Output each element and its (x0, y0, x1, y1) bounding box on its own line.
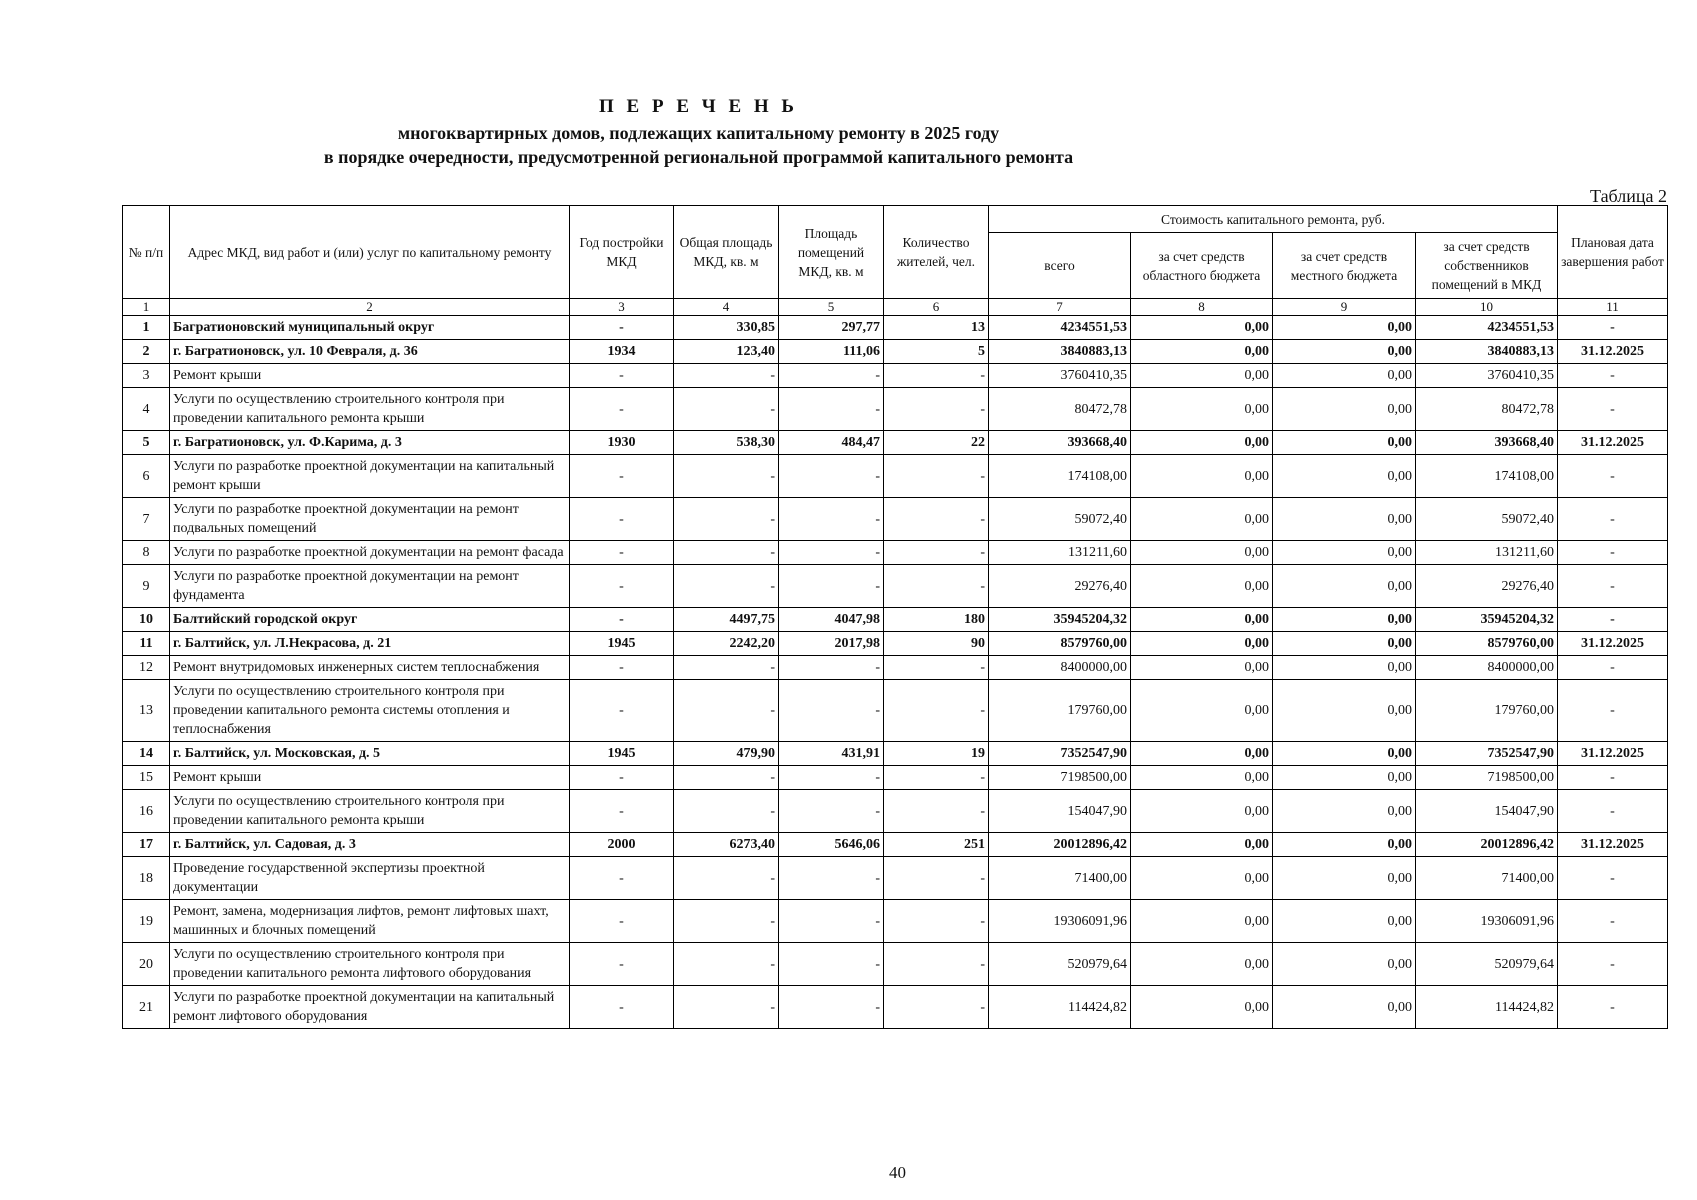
cell-cost-owners: 8400000,00 (1416, 656, 1558, 680)
cell-year: 2000 (570, 833, 674, 857)
cell-planned-date: - (1558, 541, 1668, 565)
cell-address: Услуги по разработке проектной документации на капитальный ремонт крыши (170, 455, 570, 498)
cell-cost-local: 0,00 (1273, 340, 1416, 364)
cell-planned-date: - (1558, 656, 1668, 680)
cell-cost-local: 0,00 (1273, 455, 1416, 498)
header-year: Год постройки МКД (570, 206, 674, 299)
cell-residents: - (884, 364, 989, 388)
table-row (123, 608, 1668, 632)
cell-year: - (570, 364, 674, 388)
cell-cost-local: 0,00 (1273, 656, 1416, 680)
cell-residents: - (884, 790, 989, 833)
cell-num: 12 (123, 656, 170, 680)
cell-total-area: - (674, 680, 779, 742)
document-title: П Е Р Е Ч Е Н Ь (599, 96, 798, 117)
cell-address: г. Балтийск, ул. Садовая, д. 3 (170, 833, 570, 857)
cell-residents: - (884, 455, 989, 498)
cell-address: Багратионовский муниципальный округ (170, 316, 570, 340)
cell-residents: 22 (884, 431, 989, 455)
cell-total-area: - (674, 900, 779, 943)
cell-cost-total: 8400000,00 (989, 656, 1131, 680)
cell-premises-area: 111,06 (779, 340, 884, 364)
header-premises-area: Площадь помещений МКД, кв. м (779, 206, 884, 299)
table-row (123, 364, 1668, 388)
cell-cost-regional: 0,00 (1131, 608, 1273, 632)
cell-address: Ремонт крыши (170, 364, 570, 388)
column-number: 9 (1273, 299, 1416, 316)
cell-cost-owners: 174108,00 (1416, 455, 1558, 498)
cell-address: Услуги по разработке проектной документации на ремонт подвальных помещений (170, 498, 570, 541)
cell-num: 20 (123, 943, 170, 986)
cell-residents: 90 (884, 632, 989, 656)
table-row (123, 656, 1668, 680)
cell-cost-local: 0,00 (1273, 742, 1416, 766)
cell-cost-owners: 520979,64 (1416, 943, 1558, 986)
cell-year: - (570, 680, 674, 742)
cell-premises-area: - (779, 498, 884, 541)
table-row (123, 632, 1668, 656)
cell-address: Услуги по разработке проектной документации на капитальный ремонт лифтового оборудования (170, 986, 570, 1029)
cell-planned-date: - (1558, 498, 1668, 541)
cell-cost-local: 0,00 (1273, 790, 1416, 833)
cell-num: 13 (123, 680, 170, 742)
header-residents: Количество жителей, чел. (884, 206, 989, 299)
cell-residents: - (884, 388, 989, 431)
cell-address: Услуги по осуществлению строительного контроля при проведении капитального ремонта системы отопления и теплоснабжения (170, 680, 570, 742)
cell-cost-local: 0,00 (1273, 632, 1416, 656)
column-number: 2 (170, 299, 570, 316)
cell-residents: - (884, 986, 989, 1029)
cell-cost-total: 8579760,00 (989, 632, 1131, 656)
cell-cost-local: 0,00 (1273, 541, 1416, 565)
cell-residents: 19 (884, 742, 989, 766)
cell-cost-owners: 19306091,96 (1416, 900, 1558, 943)
cell-num: 5 (123, 431, 170, 455)
cell-year: - (570, 857, 674, 900)
cell-num: 17 (123, 833, 170, 857)
cell-year: 1934 (570, 340, 674, 364)
column-number: 5 (779, 299, 884, 316)
cell-cost-regional: 0,00 (1131, 632, 1273, 656)
cell-cost-total: 3840883,13 (989, 340, 1131, 364)
cell-premises-area: 431,91 (779, 742, 884, 766)
cell-address: Услуги по разработке проектной документации на ремонт фундамента (170, 565, 570, 608)
cell-premises-area: - (779, 900, 884, 943)
cell-year: - (570, 541, 674, 565)
cell-residents: - (884, 857, 989, 900)
cell-year: - (570, 316, 674, 340)
cell-cost-local: 0,00 (1273, 943, 1416, 986)
cell-cost-regional: 0,00 (1131, 943, 1273, 986)
header-num: № п/п (123, 206, 170, 299)
cell-cost-owners: 80472,78 (1416, 388, 1558, 431)
cell-planned-date: 31.12.2025 (1558, 833, 1668, 857)
cell-address: Услуги по разработке проектной документации на ремонт фасада (170, 541, 570, 565)
table-row (123, 541, 1668, 565)
cell-address: г. Балтийск, ул. Московская, д. 5 (170, 742, 570, 766)
cell-premises-area: - (779, 565, 884, 608)
cell-planned-date: 31.12.2025 (1558, 340, 1668, 364)
cell-address: Ремонт, замена, модернизация лифтов, ремонт лифтовых шахт, машинных и блочных помещений (170, 900, 570, 943)
cell-cost-local: 0,00 (1273, 608, 1416, 632)
table-row (123, 766, 1668, 790)
cell-cost-total: 7352547,90 (989, 742, 1131, 766)
header-cost-group: Стоимость капитального ремонта, руб. (989, 206, 1558, 233)
cell-address: Услуги по осуществлению строительного контроля при проведении капитального ремонта лифтового оборудования (170, 943, 570, 986)
cell-cost-owners: 4234551,53 (1416, 316, 1558, 340)
cell-year: - (570, 986, 674, 1029)
table-body (123, 316, 1668, 1029)
cell-cost-regional: 0,00 (1131, 340, 1273, 364)
cell-address: Балтийский городской округ (170, 608, 570, 632)
header-row-1 (123, 206, 1668, 233)
cell-premises-area: 297,77 (779, 316, 884, 340)
table-row (123, 316, 1668, 340)
cell-residents: 5 (884, 340, 989, 364)
cell-cost-owners: 7198500,00 (1416, 766, 1558, 790)
cell-num: 6 (123, 455, 170, 498)
column-number: 7 (989, 299, 1131, 316)
cell-year: - (570, 790, 674, 833)
repair-table (122, 205, 1668, 1029)
cell-year: 1930 (570, 431, 674, 455)
cell-cost-owners: 71400,00 (1416, 857, 1558, 900)
cell-year: - (570, 900, 674, 943)
table-row (123, 565, 1668, 608)
cell-planned-date: - (1558, 388, 1668, 431)
cell-cost-owners: 59072,40 (1416, 498, 1558, 541)
cell-total-area: - (674, 790, 779, 833)
cell-cost-total: 179760,00 (989, 680, 1131, 742)
cell-cost-local: 0,00 (1273, 388, 1416, 431)
cell-cost-local: 0,00 (1273, 565, 1416, 608)
cell-premises-area: - (779, 680, 884, 742)
table-row (123, 790, 1668, 833)
cell-planned-date: - (1558, 316, 1668, 340)
cell-cost-regional: 0,00 (1131, 388, 1273, 431)
cell-cost-local: 0,00 (1273, 833, 1416, 857)
cell-planned-date: - (1558, 364, 1668, 388)
cell-total-area: - (674, 656, 779, 680)
cell-residents: - (884, 943, 989, 986)
cell-planned-date: 31.12.2025 (1558, 742, 1668, 766)
cell-premises-area: - (779, 656, 884, 680)
cell-cost-total: 131211,60 (989, 541, 1131, 565)
cell-premises-area: - (779, 541, 884, 565)
cell-cost-total: 59072,40 (989, 498, 1131, 541)
cell-cost-local: 0,00 (1273, 431, 1416, 455)
header-total-area: Общая площадь МКД, кв. м (674, 206, 779, 299)
cell-num: 14 (123, 742, 170, 766)
cell-total-area: 479,90 (674, 742, 779, 766)
cell-planned-date: 31.12.2025 (1558, 431, 1668, 455)
cell-address: Услуги по осуществлению строительного контроля при проведении капитального ремонта крыши (170, 790, 570, 833)
cell-num: 19 (123, 900, 170, 943)
cell-cost-total: 154047,90 (989, 790, 1131, 833)
cell-address: Услуги по осуществлению строительного контроля при проведении капитального ремонта крыши (170, 388, 570, 431)
cell-cost-regional: 0,00 (1131, 364, 1273, 388)
cell-total-area: 2242,20 (674, 632, 779, 656)
cell-num: 21 (123, 986, 170, 1029)
cell-planned-date: - (1558, 766, 1668, 790)
cell-cost-total: 71400,00 (989, 857, 1131, 900)
cell-cost-regional: 0,00 (1131, 766, 1273, 790)
cell-total-area: 4497,75 (674, 608, 779, 632)
cell-cost-owners: 154047,90 (1416, 790, 1558, 833)
page-number: 40 (889, 1163, 906, 1182)
cell-premises-area: 484,47 (779, 431, 884, 455)
cell-premises-area: 5646,06 (779, 833, 884, 857)
cell-num: 2 (123, 340, 170, 364)
table-row (123, 431, 1668, 455)
table-row (123, 455, 1668, 498)
cell-cost-local: 0,00 (1273, 857, 1416, 900)
cell-cost-regional: 0,00 (1131, 656, 1273, 680)
table-row (123, 833, 1668, 857)
header-cost-local: за счет средств местного бюджета (1273, 233, 1416, 299)
cell-cost-local: 0,00 (1273, 498, 1416, 541)
cell-cost-total: 80472,78 (989, 388, 1131, 431)
cell-cost-regional: 0,00 (1131, 565, 1273, 608)
cell-cost-owners: 179760,00 (1416, 680, 1558, 742)
cell-cost-local: 0,00 (1273, 316, 1416, 340)
cell-year: - (570, 388, 674, 431)
cell-residents: - (884, 900, 989, 943)
cell-address: Ремонт крыши (170, 766, 570, 790)
cell-cost-regional: 0,00 (1131, 498, 1273, 541)
cell-total-area: - (674, 364, 779, 388)
table-row (123, 986, 1668, 1029)
cell-total-area: 123,40 (674, 340, 779, 364)
cell-premises-area: 4047,98 (779, 608, 884, 632)
cell-residents: 13 (884, 316, 989, 340)
cell-cost-regional: 0,00 (1131, 900, 1273, 943)
cell-cost-total: 19306091,96 (989, 900, 1131, 943)
cell-year: - (570, 656, 674, 680)
cell-num: 1 (123, 316, 170, 340)
cell-total-area: - (674, 565, 779, 608)
cell-total-area: - (674, 498, 779, 541)
cell-cost-total: 3760410,35 (989, 364, 1131, 388)
cell-cost-local: 0,00 (1273, 900, 1416, 943)
cell-planned-date: - (1558, 986, 1668, 1029)
cell-total-area: - (674, 388, 779, 431)
cell-cost-total: 114424,82 (989, 986, 1131, 1029)
cell-cost-owners: 131211,60 (1416, 541, 1558, 565)
cell-premises-area: - (779, 455, 884, 498)
cell-year: - (570, 498, 674, 541)
cell-planned-date: - (1558, 565, 1668, 608)
cell-year: - (570, 608, 674, 632)
column-number-row (123, 299, 1668, 316)
cell-cost-regional: 0,00 (1131, 455, 1273, 498)
cell-year: - (570, 565, 674, 608)
cell-address: г. Багратионовск, ул. Ф.Карима, д. 3 (170, 431, 570, 455)
table-row (123, 857, 1668, 900)
cell-year: 1945 (570, 742, 674, 766)
cell-num: 7 (123, 498, 170, 541)
cell-cost-regional: 0,00 (1131, 541, 1273, 565)
cell-cost-regional: 0,00 (1131, 742, 1273, 766)
cell-planned-date: - (1558, 455, 1668, 498)
column-number: 1 (123, 299, 170, 316)
cell-planned-date: - (1558, 680, 1668, 742)
cell-cost-local: 0,00 (1273, 986, 1416, 1029)
cell-premises-area: - (779, 857, 884, 900)
cell-cost-owners: 3760410,35 (1416, 364, 1558, 388)
cell-cost-regional: 0,00 (1131, 680, 1273, 742)
cell-planned-date: - (1558, 943, 1668, 986)
cell-year: - (570, 943, 674, 986)
cell-total-area: - (674, 455, 779, 498)
cell-num: 15 (123, 766, 170, 790)
cell-address: Проведение государственной экспертизы проектной документации (170, 857, 570, 900)
cell-cost-total: 393668,40 (989, 431, 1131, 455)
cell-residents: - (884, 656, 989, 680)
cell-premises-area: - (779, 364, 884, 388)
cell-cost-regional: 0,00 (1131, 833, 1273, 857)
cell-num: 3 (123, 364, 170, 388)
cell-cost-owners: 8579760,00 (1416, 632, 1558, 656)
cell-residents: - (884, 541, 989, 565)
cell-cost-owners: 20012896,42 (1416, 833, 1558, 857)
cell-year: - (570, 766, 674, 790)
cell-cost-regional: 0,00 (1131, 790, 1273, 833)
cell-total-area: 6273,40 (674, 833, 779, 857)
cell-cost-local: 0,00 (1273, 680, 1416, 742)
cell-planned-date: - (1558, 857, 1668, 900)
cell-residents: - (884, 498, 989, 541)
cell-premises-area: 2017,98 (779, 632, 884, 656)
cell-cost-owners: 29276,40 (1416, 565, 1558, 608)
cell-cost-owners: 35945204,32 (1416, 608, 1558, 632)
cell-cost-regional: 0,00 (1131, 316, 1273, 340)
cell-num: 11 (123, 632, 170, 656)
cell-address: Ремонт внутридомовых инженерных систем теплоснабжения (170, 656, 570, 680)
cell-num: 8 (123, 541, 170, 565)
cell-cost-total: 35945204,32 (989, 608, 1131, 632)
cell-cost-owners: 3840883,13 (1416, 340, 1558, 364)
cell-cost-regional: 0,00 (1131, 857, 1273, 900)
cell-year: - (570, 455, 674, 498)
cell-cost-total: 520979,64 (989, 943, 1131, 986)
cell-total-area: - (674, 857, 779, 900)
cell-residents: - (884, 766, 989, 790)
cell-cost-owners: 114424,82 (1416, 986, 1558, 1029)
document-subtitle-2: в порядке очередности, предусмотренной региональной программой капитального ремонта (323, 147, 1074, 167)
cell-cost-total: 4234551,53 (989, 316, 1131, 340)
cell-residents: - (884, 565, 989, 608)
table-label: Таблица 2 (1590, 186, 1667, 206)
column-number: 3 (570, 299, 674, 316)
table-row (123, 943, 1668, 986)
cell-total-area: 330,85 (674, 316, 779, 340)
cell-cost-total: 20012896,42 (989, 833, 1131, 857)
cell-address: г. Балтийск, ул. Л.Некрасова, д. 21 (170, 632, 570, 656)
cell-cost-total: 7198500,00 (989, 766, 1131, 790)
cell-premises-area: - (779, 766, 884, 790)
cell-cost-owners: 7352547,90 (1416, 742, 1558, 766)
cell-cost-local: 0,00 (1273, 364, 1416, 388)
cell-num: 4 (123, 388, 170, 431)
header-planned-date: Плановая дата завершения работ (1558, 206, 1668, 299)
table-row (123, 340, 1668, 364)
cell-cost-local: 0,00 (1273, 766, 1416, 790)
cell-cost-total: 174108,00 (989, 455, 1131, 498)
cell-residents: 180 (884, 608, 989, 632)
cell-premises-area: - (779, 790, 884, 833)
table-row (123, 498, 1668, 541)
column-number: 4 (674, 299, 779, 316)
cell-planned-date: - (1558, 608, 1668, 632)
cell-total-area: - (674, 766, 779, 790)
table-row (123, 900, 1668, 943)
cell-planned-date: 31.12.2025 (1558, 632, 1668, 656)
cell-residents: 251 (884, 833, 989, 857)
table-row (123, 680, 1668, 742)
cell-num: 10 (123, 608, 170, 632)
cell-cost-regional: 0,00 (1131, 431, 1273, 455)
cell-premises-area: - (779, 388, 884, 431)
cell-total-area: - (674, 986, 779, 1029)
cell-planned-date: - (1558, 900, 1668, 943)
cell-planned-date: - (1558, 790, 1668, 833)
cell-total-area: - (674, 943, 779, 986)
cell-premises-area: - (779, 943, 884, 986)
cell-cost-owners: 393668,40 (1416, 431, 1558, 455)
header-address: Адрес МКД, вид работ и (или) услуг по капитальному ремонту (170, 206, 570, 299)
table-row (123, 742, 1668, 766)
cell-total-area: 538,30 (674, 431, 779, 455)
cell-year: 1945 (570, 632, 674, 656)
column-number: 11 (1558, 299, 1668, 316)
cell-address: г. Багратионовск, ул. 10 Февраля, д. 36 (170, 340, 570, 364)
column-number: 8 (1131, 299, 1273, 316)
column-number: 6 (884, 299, 989, 316)
cell-num: 18 (123, 857, 170, 900)
document-subtitle-1: многоквартирных домов, подлежащих капитальному ремонту в 2025 году (397, 123, 1000, 143)
header-cost-owners: за счет средств собственников помещений в МКД (1416, 233, 1558, 299)
column-number: 10 (1416, 299, 1558, 316)
cell-num: 16 (123, 790, 170, 833)
cell-residents: - (884, 680, 989, 742)
table-row (123, 388, 1668, 431)
header-cost-regional: за счет средств областного бюджета (1131, 233, 1273, 299)
cell-premises-area: - (779, 986, 884, 1029)
cell-cost-regional: 0,00 (1131, 986, 1273, 1029)
cell-num: 9 (123, 565, 170, 608)
cell-total-area: - (674, 541, 779, 565)
header-cost-total: всего (989, 233, 1131, 299)
cell-cost-total: 29276,40 (989, 565, 1131, 608)
